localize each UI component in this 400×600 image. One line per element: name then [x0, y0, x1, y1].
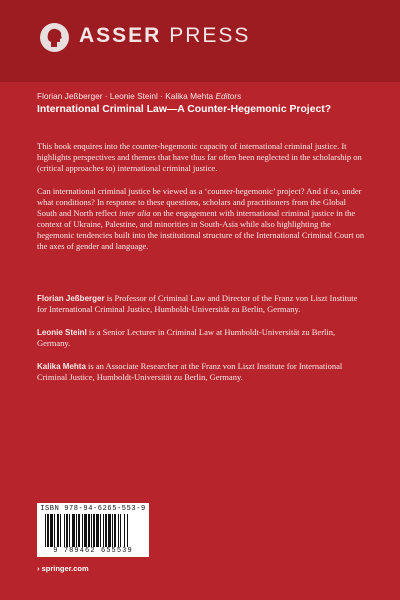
isbn-label: ISBN 978-94-6265-553-9 [40, 505, 146, 513]
bio-text: is an Associate Researcher at the Franz von Liszt Institute for International Criminal Justice, Humboldt-Universität zu Berlin, Germany. [37, 361, 343, 383]
paragraph-2-text-a: Can international criminal justice be viewed as a ‘counter-hegemonic’ project? And if so, under what conditions? In response to these questions, scholars and practitioners from the Global South and North reflect [37, 186, 362, 219]
book-title: International Criminal Law—A Counter-Hegemonic Project? [37, 104, 332, 115]
brand-part2: PRESS [161, 24, 251, 47]
header-band [0, 0, 400, 82]
bio-text: is a Senior Lecturer in Criminal Law at Humboldt-Universität zu Berlin, Germany. [37, 327, 336, 349]
publisher-link[interactable]: › springer.com [37, 564, 89, 573]
barcode-digits: 9 789462 655539 [53, 547, 133, 555]
bio-name: Florian Jeßberger [37, 294, 105, 303]
description-paragraph-2 [37, 186, 367, 253]
barcode-bars [45, 514, 141, 547]
paragraph-2-emphasis: inter alia [119, 208, 151, 219]
isbn-barcode [37, 503, 149, 557]
bio-name: Kalika Mehta [37, 362, 86, 371]
bio-steinl [37, 327, 367, 349]
bio-text: is Professor of Criminal Law and Director of the Franz von Liszt Institute for International Criminal Justice, Humboldt-Universität zu Berlin, Germany. [37, 293, 358, 315]
editors-role: Editors [215, 91, 242, 101]
bio-mehta [37, 361, 367, 383]
editors-line [37, 91, 241, 101]
description-paragraph-1: This book enquires into the counter-hegemonic capacity of international criminal justice. It highlights perspectives and themes that have thus far often been neglected in the scholarship on (critical approaches to) international criminal justice. [37, 141, 362, 174]
paragraph-2-text-b: on the engagement with international criminal justice in the context of Ukraine, Palestine, and minorities in South-Asia while also highlighting the hegemonic tendencies built into the institutional structure of the International Criminal Court on the axes of gender and language. [37, 208, 365, 252]
editor-names: Florian Jeßberger · Leonie Steinl · Kalika Mehta [37, 91, 214, 101]
asser-logo-icon [40, 23, 69, 52]
publisher-brand [79, 24, 250, 48]
bio-name: Leonie Steinl [37, 328, 87, 337]
bio-jessberger [37, 293, 367, 315]
brand-part1: ASSER [79, 24, 162, 47]
